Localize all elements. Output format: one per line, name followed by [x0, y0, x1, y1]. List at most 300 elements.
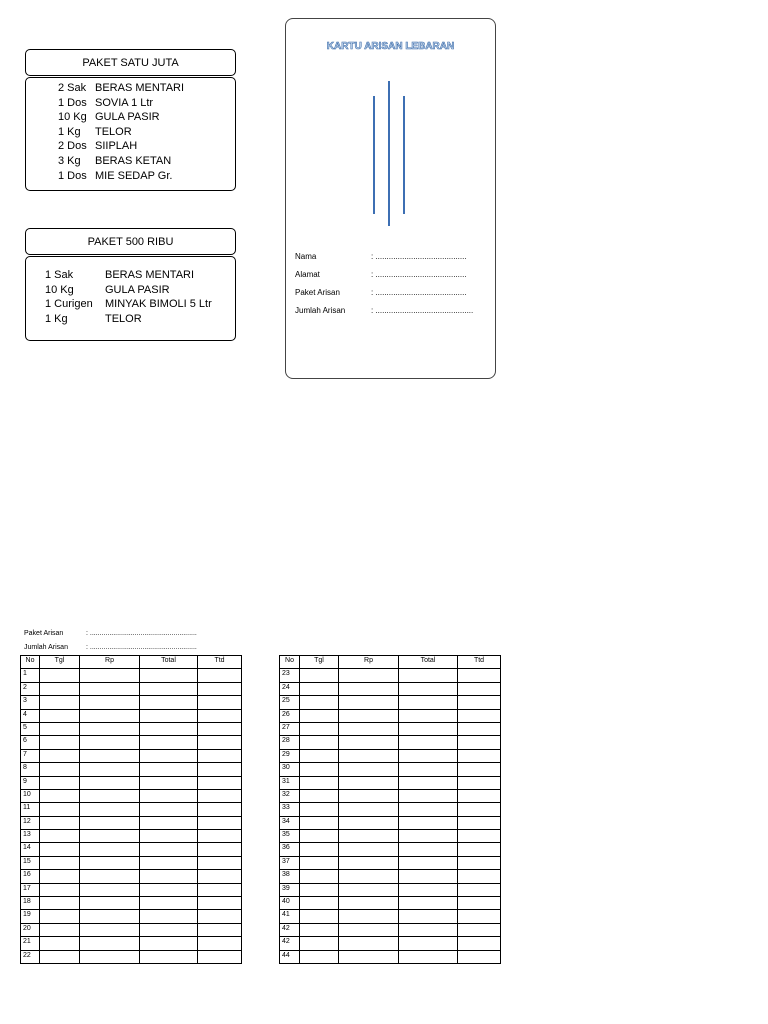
cell-tgl[interactable]: [40, 883, 80, 896]
cell-rp[interactable]: [80, 816, 140, 829]
cell-total[interactable]: [399, 709, 458, 722]
cell-total[interactable]: [140, 937, 198, 950]
table-row: [280, 709, 501, 722]
table-row: [21, 830, 242, 843]
cell-total[interactable]: [399, 722, 458, 735]
cell-rp[interactable]: [80, 749, 140, 762]
cell-total[interactable]: [399, 937, 458, 950]
cell-total[interactable]: [140, 803, 198, 816]
cell-rp[interactable]: [80, 883, 140, 896]
cell-ttd[interactable]: [198, 709, 242, 722]
cell-tgl[interactable]: [40, 937, 80, 950]
cell-ttd[interactable]: [198, 749, 242, 762]
cell-rp[interactable]: [80, 803, 140, 816]
cell-total[interactable]: [399, 910, 458, 923]
table-row: [21, 856, 242, 869]
cell-ttd[interactable]: [458, 883, 501, 896]
row-number: 5: [21, 722, 40, 735]
cell-total[interactable]: [140, 763, 198, 776]
paket-satu-juta-list: [25, 77, 236, 191]
cell-total[interactable]: [140, 883, 198, 896]
ledger-table-left: [20, 655, 242, 964]
item-name: BERAS MENTARI: [105, 269, 195, 281]
item-name: MIE SEDAP Gr.: [95, 169, 173, 182]
table-row: [21, 669, 242, 682]
table-row: [21, 910, 242, 923]
row-number: 30: [280, 763, 300, 776]
table-row: [21, 763, 242, 776]
cell-rp[interactable]: [339, 803, 399, 816]
row-number: 39: [280, 883, 300, 896]
cell-tgl[interactable]: [40, 682, 80, 695]
cell-rp[interactable]: [339, 669, 399, 682]
cell-tgl[interactable]: [300, 669, 339, 682]
table-row: [21, 736, 242, 749]
cell-ttd[interactable]: [198, 722, 242, 735]
column-header-total: Total: [140, 656, 198, 669]
card-field: [295, 306, 473, 315]
cell-tgl[interactable]: [40, 910, 80, 923]
cell-total[interactable]: [140, 897, 198, 910]
table-row: [280, 749, 501, 762]
item-name: SIIPLAH: [95, 140, 138, 153]
cell-ttd[interactable]: [458, 749, 501, 762]
row-number: 21: [21, 937, 40, 950]
row-number: 6: [21, 736, 40, 749]
field-label: Paket Arisan: [295, 288, 340, 297]
column-header-total: Total: [399, 656, 458, 669]
table-row: [280, 763, 501, 776]
row-number: 9: [21, 776, 40, 789]
cell-rp[interactable]: [339, 696, 399, 709]
row-number: 20: [21, 923, 40, 936]
cell-tgl[interactable]: [300, 937, 339, 950]
cell-total[interactable]: [140, 870, 198, 883]
column-header-ttd: Ttd: [198, 656, 242, 669]
card-field: [295, 288, 467, 297]
item-qty: 1 Kg: [45, 312, 68, 325]
item-name: GULA PASIR: [105, 283, 170, 296]
item-qty: 1 Dos: [58, 96, 87, 109]
cell-ttd[interactable]: [458, 923, 501, 936]
cell-total[interactable]: [399, 883, 458, 896]
kartu-arisan-card: [285, 18, 496, 379]
cell-tgl[interactable]: [40, 856, 80, 869]
cell-rp[interactable]: [339, 950, 399, 963]
cell-rp[interactable]: [339, 722, 399, 735]
item-name: BERAS MENTARI: [95, 82, 185, 94]
cell-total[interactable]: [140, 682, 198, 695]
cell-tgl[interactable]: [40, 830, 80, 843]
cell-ttd[interactable]: [458, 830, 501, 843]
paket-500-ribu-title: PAKET 500 RIBU: [87, 235, 174, 248]
field-label: Nama: [295, 252, 317, 261]
ledger-meta-row: [24, 644, 197, 651]
cell-ttd[interactable]: [458, 763, 501, 776]
cell-rp[interactable]: [80, 709, 140, 722]
row-number: 25: [280, 696, 300, 709]
table-row: [21, 722, 242, 735]
row-number: 23: [280, 669, 300, 682]
cell-total[interactable]: [140, 950, 198, 963]
paket-satu-juta-title: PAKET SATU JUTA: [82, 56, 179, 69]
cell-ttd[interactable]: [458, 843, 501, 856]
cell-total[interactable]: [140, 722, 198, 735]
item-name: SOVIA 1 Ltr: [95, 96, 154, 109]
cell-ttd[interactable]: [458, 709, 501, 722]
row-number: 38: [280, 870, 300, 883]
row-number: 12: [21, 816, 40, 829]
cell-tgl[interactable]: [40, 897, 80, 910]
cell-rp[interactable]: [339, 910, 399, 923]
cell-rp[interactable]: [80, 950, 140, 963]
item-name: TELOR: [105, 312, 142, 325]
row-number: 31: [280, 776, 300, 789]
cell-total[interactable]: [140, 789, 198, 802]
row-number: 42: [280, 923, 300, 936]
row-number: 8: [21, 763, 40, 776]
row-number: 4: [21, 709, 40, 722]
cell-ttd[interactable]: [458, 870, 501, 883]
cell-tgl[interactable]: [300, 776, 339, 789]
cell-rp[interactable]: [80, 789, 140, 802]
cell-tgl[interactable]: [40, 763, 80, 776]
table-row: [280, 856, 501, 869]
table-row: [280, 669, 501, 682]
table-row: [21, 897, 242, 910]
cell-ttd[interactable]: [458, 950, 501, 963]
table-row: [21, 937, 242, 950]
cell-tgl[interactable]: [40, 669, 80, 682]
table-row: [21, 883, 242, 896]
table-row: [21, 923, 242, 936]
cell-ttd[interactable]: [198, 923, 242, 936]
meta-value[interactable]: : .......................................................: [86, 630, 197, 637]
card-field: [295, 252, 467, 261]
cell-rp[interactable]: [80, 830, 140, 843]
cell-ttd[interactable]: [458, 897, 501, 910]
table-row: [280, 722, 501, 735]
row-number: 14: [21, 843, 40, 856]
cell-rp[interactable]: [80, 696, 140, 709]
cell-total[interactable]: [140, 669, 198, 682]
paket-500-ribu-list: [25, 256, 236, 341]
table-row: [21, 776, 242, 789]
cell-ttd[interactable]: [458, 682, 501, 695]
cell-ttd[interactable]: [198, 843, 242, 856]
cell-ttd[interactable]: [458, 722, 501, 735]
table-row: [280, 816, 501, 829]
table-row: [280, 923, 501, 936]
cell-rp[interactable]: [339, 937, 399, 950]
cell-tgl[interactable]: [40, 722, 80, 735]
item-qty: 1 Curigen: [45, 298, 93, 311]
cell-rp[interactable]: [80, 763, 140, 776]
cell-rp[interactable]: [80, 736, 140, 749]
cell-tgl[interactable]: [300, 682, 339, 695]
table-row: [280, 736, 501, 749]
list-item: [26, 312, 235, 327]
cell-total[interactable]: [399, 763, 458, 776]
cell-total[interactable]: [399, 682, 458, 695]
column-header-ttd: Ttd: [458, 656, 501, 669]
cell-total[interactable]: [140, 709, 198, 722]
cell-tgl[interactable]: [300, 870, 339, 883]
cell-ttd[interactable]: [198, 736, 242, 749]
cell-tgl[interactable]: [40, 789, 80, 802]
cell-tgl[interactable]: [300, 696, 339, 709]
cell-rp[interactable]: [339, 923, 399, 936]
cell-rp[interactable]: [80, 669, 140, 682]
cell-ttd[interactable]: [198, 763, 242, 776]
cell-ttd[interactable]: [198, 883, 242, 896]
cell-tgl[interactable]: [300, 749, 339, 762]
cell-tgl[interactable]: [40, 923, 80, 936]
cell-total[interactable]: [399, 870, 458, 883]
list-item: [26, 297, 235, 312]
item-qty: 10 Kg: [45, 283, 74, 296]
list-item: [26, 81, 235, 96]
cell-rp[interactable]: [339, 763, 399, 776]
cell-total[interactable]: [140, 816, 198, 829]
cell-rp[interactable]: [339, 816, 399, 829]
paket-500-ribu-header: [25, 228, 236, 255]
cell-ttd[interactable]: [198, 682, 242, 695]
cell-tgl[interactable]: [40, 736, 80, 749]
cell-rp[interactable]: [339, 856, 399, 869]
item-name: BERAS KETAN: [95, 154, 172, 167]
list-item: [26, 96, 235, 111]
cell-ttd[interactable]: [458, 937, 501, 950]
row-number: 1: [21, 669, 40, 682]
cell-tgl[interactable]: [300, 856, 339, 869]
cell-tgl[interactable]: [300, 789, 339, 802]
paket-satu-juta-header: [25, 49, 236, 76]
cell-tgl[interactable]: [300, 883, 339, 896]
cell-ttd[interactable]: [198, 696, 242, 709]
table-row: [280, 937, 501, 950]
cell-rp[interactable]: [339, 749, 399, 762]
cell-ttd[interactable]: [198, 789, 242, 802]
cell-rp[interactable]: [80, 776, 140, 789]
cell-rp[interactable]: [80, 923, 140, 936]
cell-total[interactable]: [399, 843, 458, 856]
item-name: TELOR: [95, 125, 132, 138]
cell-tgl[interactable]: [300, 736, 339, 749]
cell-rp[interactable]: [339, 776, 399, 789]
cell-total[interactable]: [140, 830, 198, 843]
row-number: 3: [21, 696, 40, 709]
table-row: [21, 696, 242, 709]
decorative-line-left: [373, 96, 375, 214]
row-number: 19: [21, 910, 40, 923]
cell-rp[interactable]: [339, 843, 399, 856]
cell-ttd[interactable]: [458, 736, 501, 749]
cell-total[interactable]: [399, 856, 458, 869]
cell-tgl[interactable]: [40, 709, 80, 722]
cell-ttd[interactable]: [198, 830, 242, 843]
cell-tgl[interactable]: [40, 776, 80, 789]
cell-total[interactable]: [140, 843, 198, 856]
cell-ttd[interactable]: [198, 910, 242, 923]
cell-tgl[interactable]: [300, 830, 339, 843]
cell-ttd[interactable]: [458, 803, 501, 816]
field-label: Alamat: [295, 270, 320, 279]
table-row: [280, 870, 501, 883]
card-title: KARTU ARISAN LEBARAN: [326, 41, 455, 52]
column-header-no: No: [280, 656, 300, 669]
cell-tgl[interactable]: [300, 763, 339, 776]
table-row: [21, 816, 242, 829]
row-number: 10: [21, 789, 40, 802]
row-number: 22: [21, 950, 40, 963]
row-number: 28: [280, 736, 300, 749]
table-row: [21, 803, 242, 816]
cell-tgl[interactable]: [40, 803, 80, 816]
row-number: 16: [21, 870, 40, 883]
cell-ttd[interactable]: [458, 696, 501, 709]
cell-total[interactable]: [399, 950, 458, 963]
cell-rp[interactable]: [339, 789, 399, 802]
cell-ttd[interactable]: [458, 776, 501, 789]
cell-rp[interactable]: [339, 736, 399, 749]
cell-tgl[interactable]: [300, 897, 339, 910]
cell-rp[interactable]: [80, 856, 140, 869]
cell-ttd[interactable]: [198, 897, 242, 910]
cell-rp[interactable]: [339, 682, 399, 695]
column-header-rp: Rp: [339, 656, 399, 669]
cell-ttd[interactable]: [458, 856, 501, 869]
cell-tgl[interactable]: [300, 950, 339, 963]
cell-rp[interactable]: [80, 682, 140, 695]
meta-label: Jumlah Arisan: [24, 644, 68, 651]
cell-ttd[interactable]: [198, 937, 242, 950]
cell-rp[interactable]: [80, 870, 140, 883]
cell-total[interactable]: [399, 749, 458, 762]
cell-rp[interactable]: [80, 897, 140, 910]
cell-total[interactable]: [399, 816, 458, 829]
cell-tgl[interactable]: [40, 843, 80, 856]
cell-total[interactable]: [399, 736, 458, 749]
table-row: [280, 830, 501, 843]
cell-rp[interactable]: [80, 910, 140, 923]
row-number: 13: [21, 830, 40, 843]
cell-total[interactable]: [140, 749, 198, 762]
cell-tgl[interactable]: [40, 749, 80, 762]
cell-tgl[interactable]: [300, 722, 339, 735]
row-number: 44: [280, 950, 300, 963]
cell-tgl[interactable]: [40, 870, 80, 883]
meta-value[interactable]: : .......................................................: [86, 644, 197, 651]
table-row: [280, 897, 501, 910]
row-number: 11: [21, 803, 40, 816]
cell-tgl[interactable]: [40, 816, 80, 829]
cell-tgl[interactable]: [300, 923, 339, 936]
cell-tgl[interactable]: [40, 696, 80, 709]
cell-total[interactable]: [140, 736, 198, 749]
cell-ttd[interactable]: [198, 669, 242, 682]
cell-tgl[interactable]: [300, 803, 339, 816]
cell-tgl[interactable]: [300, 709, 339, 722]
cell-rp[interactable]: [339, 709, 399, 722]
cell-rp[interactable]: [339, 830, 399, 843]
cell-ttd[interactable]: [458, 910, 501, 923]
cell-total[interactable]: [399, 830, 458, 843]
list-item: [26, 283, 235, 298]
cell-total[interactable]: [140, 776, 198, 789]
cell-total[interactable]: [140, 696, 198, 709]
ledger-meta-row: [24, 630, 197, 637]
table-row: [280, 789, 501, 802]
table-row: [280, 883, 501, 896]
cell-rp[interactable]: [80, 722, 140, 735]
cell-total[interactable]: [399, 803, 458, 816]
item-qty: 1 Kg: [58, 125, 81, 138]
cell-total[interactable]: [399, 897, 458, 910]
row-number: 17: [21, 883, 40, 896]
cell-tgl[interactable]: [40, 950, 80, 963]
row-number: 26: [280, 709, 300, 722]
cell-ttd[interactable]: [458, 669, 501, 682]
table-row: [280, 950, 501, 963]
cell-ttd[interactable]: [198, 816, 242, 829]
cell-total[interactable]: [140, 856, 198, 869]
table-row: [21, 870, 242, 883]
field-label: Jumlah Arisan: [295, 306, 346, 315]
card-field: [295, 270, 467, 279]
cell-total[interactable]: [399, 669, 458, 682]
table-row: [280, 682, 501, 695]
cell-ttd[interactable]: [458, 789, 501, 802]
cell-total[interactable]: [399, 789, 458, 802]
cell-total[interactable]: [399, 923, 458, 936]
cell-ttd[interactable]: [198, 950, 242, 963]
cell-rp[interactable]: [80, 843, 140, 856]
column-header-tgl: Tgl: [40, 656, 80, 669]
list-item: [26, 268, 235, 283]
cell-rp[interactable]: [80, 937, 140, 950]
field-value[interactable]: : .........................................: [371, 270, 467, 279]
cell-total[interactable]: [140, 923, 198, 936]
cell-ttd[interactable]: [198, 776, 242, 789]
list-item: [26, 169, 235, 184]
row-number: 24: [280, 682, 300, 695]
field-value[interactable]: : .........................................: [371, 252, 467, 261]
table-row: [21, 682, 242, 695]
item-name: GULA PASIR: [95, 111, 160, 124]
cell-ttd[interactable]: [198, 870, 242, 883]
cell-ttd[interactable]: [458, 816, 501, 829]
cell-tgl[interactable]: [300, 816, 339, 829]
cell-ttd[interactable]: [198, 856, 242, 869]
row-number: 29: [280, 749, 300, 762]
cell-total[interactable]: [399, 696, 458, 709]
cell-ttd[interactable]: [198, 803, 242, 816]
row-number: 42: [280, 937, 300, 950]
cell-tgl[interactable]: [300, 910, 339, 923]
cell-rp[interactable]: [339, 897, 399, 910]
row-number: 2: [21, 682, 40, 695]
field-value[interactable]: : .........................................: [371, 288, 467, 297]
cell-rp[interactable]: [339, 870, 399, 883]
field-value[interactable]: : ............................................: [371, 306, 474, 315]
cell-tgl[interactable]: [300, 843, 339, 856]
table-row: [280, 843, 501, 856]
cell-total[interactable]: [399, 776, 458, 789]
item-qty: 2 Dos: [58, 140, 87, 153]
cell-rp[interactable]: [339, 883, 399, 896]
cell-total[interactable]: [140, 910, 198, 923]
